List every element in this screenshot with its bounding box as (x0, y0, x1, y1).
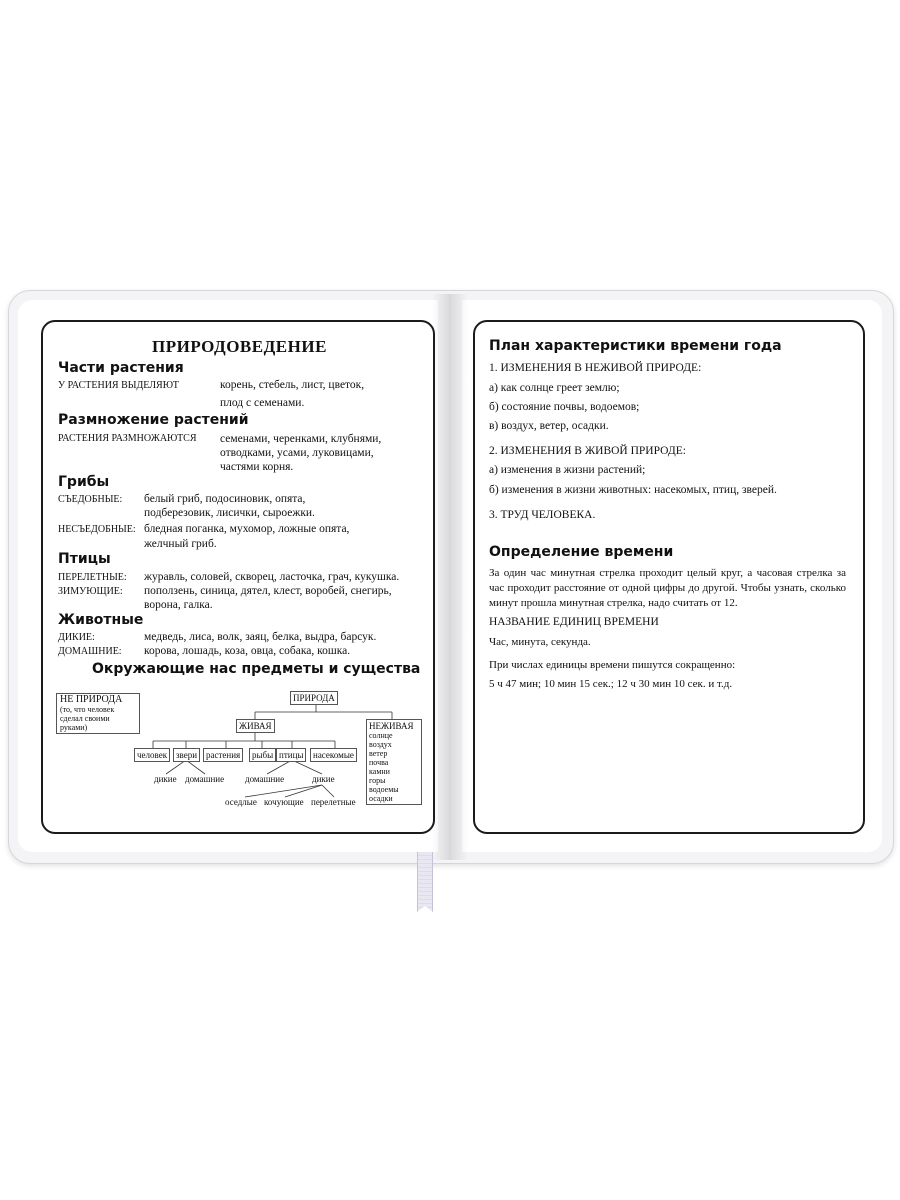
plan-section-1a: а) как солнце греет землю; (489, 382, 620, 394)
time-paragraph: За один час минутная стрелка проходит целый круг, а часовая стрелка за час проходит расстояние от одной цифры до другой. Чтобы узнать, сколько минут прошла минутная стрелка, надо считать от 12. (489, 567, 846, 609)
wintering-text-2: ворона, галка. (144, 599, 213, 611)
living-item-plants: растения (203, 748, 243, 762)
plan-heading: План характеристики времени года (489, 338, 782, 354)
plan-section-2: 2. ИЗМЕНЕНИЯ В ЖИВОЙ ПРИРОДЕ: (489, 445, 686, 457)
reproduction-text-2: отводками, усами, луковицами, (220, 447, 374, 459)
living-item-fish: рыбы (249, 748, 276, 762)
reproduction-text-3: частями корня. (220, 461, 294, 473)
nature-box: ПРИРОДА (290, 691, 338, 705)
abbr-example: 5 ч 47 мин; 10 мин 15 сек.; 12 ч 30 мин 10 сек. и т.д. (489, 678, 733, 690)
nonliving-item: солнце (369, 731, 393, 740)
not-nature-title: НЕ ПРИРОДА (60, 694, 123, 705)
plan-section-2b: б) изменения в жизни животных: насекомых, птиц, зверей. (489, 484, 777, 496)
time-heading: Определение времени (489, 544, 674, 560)
living-item-insects: насекомые (310, 748, 357, 762)
domestic-text: корова, лошадь, коза, овца, собака, кошка. (144, 645, 351, 657)
birds-heading: Птицы (58, 551, 111, 567)
plan-section-1c: в) воздух, ветер, осадки. (489, 420, 609, 432)
units-heading: НАЗВАНИЕ ЕДИНИЦ ВРЕМЕНИ (489, 616, 659, 628)
domestic-label: ДОМАШНИЕ: (58, 646, 122, 657)
not-nature-box (56, 693, 140, 734)
wild-text: медведь, лиса, волк, заяц, белка, выдра, барсук. (144, 631, 377, 643)
living-item-birds: птицы (276, 748, 306, 762)
page-title: ПРИРОДОВЕДЕНИЕ (152, 337, 327, 356)
plan-section-2a: а) изменения в жизни растений; (489, 464, 646, 476)
edible-label: СЪЕДОБНЫЕ: (58, 494, 123, 505)
nonliving-item: ветер (369, 749, 388, 758)
plan-section-3: 3. ТРУД ЧЕЛОВЕКА. (489, 509, 596, 521)
birds-wild: дикие (312, 774, 335, 784)
living-box: ЖИВАЯ (236, 719, 275, 733)
inedible-text-2: желчный гриб. (144, 538, 217, 550)
wintering-label: ЗИМУЮЩИЕ: (58, 586, 123, 597)
parts-text-1: корень, стебель, лист, цветок, (220, 379, 365, 391)
nonliving-title: НЕЖИВАЯ (369, 721, 414, 731)
abbr-intro: При числах единицы времени пишутся сокращенно: (489, 659, 736, 671)
nonliving-item: камни (369, 767, 390, 776)
edible-text-1: белый гриб, подосиновик, опята, (144, 493, 306, 505)
reproduction-label: РАСТЕНИЯ РАЗМНОЖАЮТСЯ (58, 433, 197, 444)
units-text: Час, минута, секунда. (489, 636, 591, 648)
edible-text-2: подберезовик, лисички, сыроежки. (144, 507, 315, 519)
parts-label: У РАСТЕНИЯ ВЫДЕЛЯЮТ (58, 380, 179, 391)
wild-label: ДИКИЕ: (58, 632, 95, 643)
plan-section-1: 1. ИЗМЕНЕНИЯ В НЕЖИВОЙ ПРИРОДЕ: (489, 362, 702, 374)
reproduction-text-1: семенами, черенками, клубнями, (220, 433, 382, 445)
nonliving-item: осадки (369, 794, 393, 803)
mushrooms-heading: Грибы (58, 474, 110, 490)
birds-domestic: домашние (245, 774, 285, 784)
living-item-beasts: звери (173, 748, 200, 762)
parts-text-2: плод с семенами. (220, 397, 305, 409)
birds-nomadic: кочующие (264, 797, 304, 807)
beasts-domestic: домашние (185, 774, 225, 784)
migratory-label: ПЕРЕЛЕТНЫЕ: (58, 572, 127, 583)
nonliving-item: воздух (369, 740, 392, 749)
birds-migratory: перелетные (311, 797, 356, 807)
migratory-text: журавль, соловей, скворец, ласточка, грач, кукушка. (144, 571, 400, 583)
not-nature-desc: (то, что человек сделал своими руками) (60, 705, 115, 732)
nonliving-item: водоемы (369, 785, 399, 794)
birds-settled: оседлые (225, 797, 257, 807)
diagram-heading: Окружающие нас предметы и существа (92, 661, 421, 677)
beasts-wild: дикие (154, 774, 177, 784)
living-item-human: человек (134, 748, 170, 762)
parts-heading: Части растения (58, 360, 184, 376)
plan-section-1b: б) состояние почвы, водоемов; (489, 401, 640, 413)
animals-heading: Животные (58, 612, 144, 628)
wintering-text-1: поползень, синица, дятел, клест, воробей, снегирь, (144, 585, 392, 597)
inedible-label: НЕСЪЕДОБНЫЕ: (58, 524, 136, 535)
nonliving-item: горы (369, 776, 386, 785)
nonliving-box (366, 719, 422, 805)
nonliving-item: почва (369, 758, 389, 767)
inedible-text-1: бледная поганка, мухомор, ложные опята, (144, 523, 350, 535)
reproduction-heading: Размножение растений (58, 412, 249, 428)
